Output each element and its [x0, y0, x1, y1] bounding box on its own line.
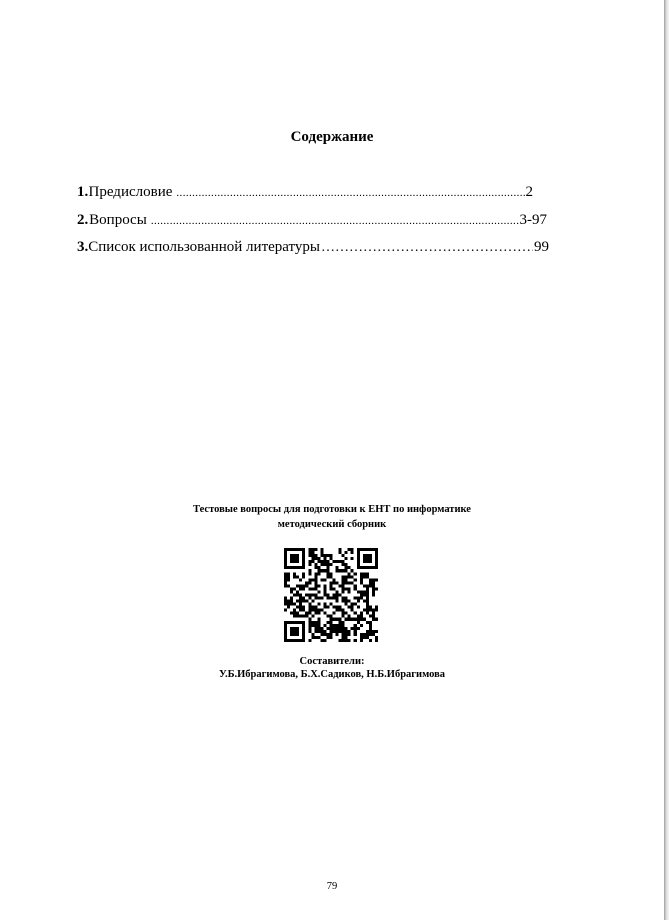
- toc-item-label: Список использованной литературы: [88, 239, 320, 255]
- authors-names: У.Б.Ибрагимова, Б.Х.Садиков, Н.Б.Ибрагимова: [218, 669, 446, 680]
- page-number: 79: [326, 881, 338, 892]
- toc-item-label: Предисловие: [88, 184, 173, 200]
- authors-label: Составители:: [299, 656, 365, 667]
- toc-item-label: Вопросы: [89, 212, 147, 228]
- toc-title: Содержание: [290, 129, 374, 145]
- colophon-title-line1: Тестовые вопросы для подготовки к ЕНТ по информатике: [193, 504, 471, 515]
- toc-item: [77, 182, 533, 202]
- toc-dot-leader: [321, 238, 533, 258]
- toc-item: [77, 210, 547, 230]
- page-edge-shadow: [664, 0, 669, 920]
- toc-item-number: 2.: [77, 212, 89, 228]
- toc-item: [77, 237, 549, 257]
- toc-item-number: 3.: [77, 239, 89, 255]
- toc-item-page: 3-97: [519, 212, 547, 228]
- qr-code-graphic: [284, 548, 378, 642]
- toc-dot-leader: [176, 183, 524, 203]
- toc-item-number: 1.: [77, 184, 89, 200]
- qr-code-icon: [284, 548, 378, 642]
- colophon-title-line2: методический сборник: [277, 519, 387, 530]
- toc-dot-leader: [151, 211, 519, 231]
- toc-item-page: 2: [525, 184, 533, 200]
- toc-item-page: 99: [534, 239, 549, 255]
